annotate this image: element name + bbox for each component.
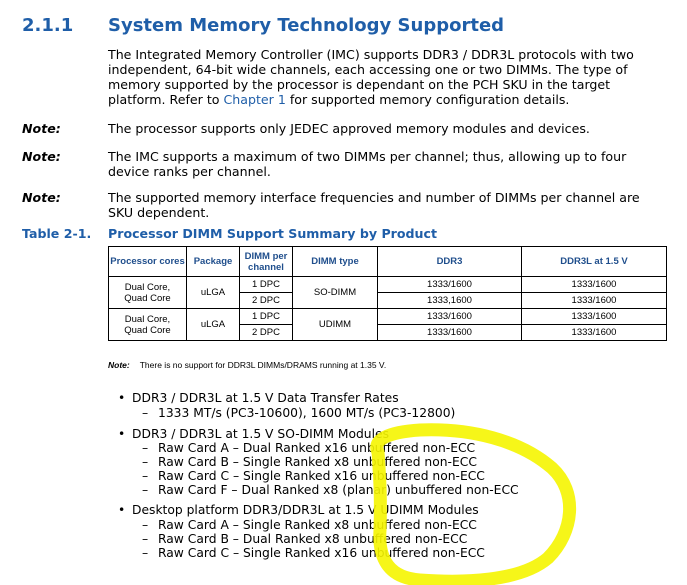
cores-line: Quad Core [124,324,171,336]
table-note-label: Note: [108,360,130,370]
cell-dimm-type: UDIMM [293,309,378,341]
intro-line: The Integrated Memory Controller (IMC) supports DDR3 / DDR3L protocols with two [108,47,634,62]
cell-dpc: 1 DPC [240,309,293,325]
cell-ddr3: 1333,1600 [378,293,522,309]
intro-paragraph [108,47,668,107]
cores-line: Dual Core, [124,313,171,325]
cell-dpc: 1 DPC [240,277,293,293]
intro-line: memory supported by the processor is dependant on the PCH SKU in the target [108,77,611,92]
note-line: The IMC supports a maximum of two DIMMs per channel; thus, allowing up to four [108,149,627,164]
note-line: The supported memory interface frequencies and number of DIMMs per channel are [108,190,640,205]
note-line: SKU dependent. [108,205,210,220]
cell-package: uLGA [187,277,240,309]
dimm-support-table [108,246,667,341]
note-label: Note: [22,121,61,136]
table-header-row [109,247,667,277]
cell-dpc: 2 DPC [240,325,293,341]
note-line: The processor supports only JEDEC approved memory modules and devices. [108,121,590,136]
note-text [108,121,668,136]
cell-cores [109,277,187,309]
note-text [108,149,668,179]
section-title: System Memory Technology Supported [108,15,505,36]
list-subitem: – 1333 MT/s (PC3-10600), 1600 MT/s (PC3-12800) [158,406,455,420]
note-label: Note: [22,149,61,164]
chapter-1-link[interactable]: Chapter 1 [223,92,286,107]
header-processor-cores: Processor cores [109,247,187,277]
note-label: Note: [22,190,61,205]
table-row [109,309,667,325]
cell-ddr3l: 1333/1600 [522,325,667,341]
header-ddr3l: DDR3L at 1.5 V [522,247,667,277]
intro-last-prefix: platform. Refer to [108,92,224,107]
list-item: • Desktop platform DDR3/DDR3L at 1.5 V UDIMM Modules [132,503,479,517]
intro-last-suffix: for supported memory configuration details. [285,92,570,107]
list-item: • DDR3 / DDR3L at 1.5 V SO-DIMM Modules [132,427,389,441]
cell-ddr3l: 1333/1600 [522,293,667,309]
list-subitem: – Raw Card B – Dual Ranked x8 unbuffered non-ECC [158,532,467,546]
list-subitem: – Raw Card C – Single Ranked x16 unbuffered non-ECC [158,469,485,483]
cell-ddr3l: 1333/1600 [522,277,667,293]
table-note [108,360,386,370]
table-label: Table 2-1. [22,226,92,241]
note-text [108,190,668,220]
header-ddr3: DDR3 [378,247,522,277]
list-subitem: – Raw Card C – Single Ranked x16 unbuffered non-ECC [158,546,485,560]
table-title: Processor DIMM Support Summary by Product [108,226,438,241]
cell-dpc: 2 DPC [240,293,293,309]
section-number: 2.1.1 [22,15,74,36]
cores-line: Quad Core [124,292,171,304]
header-dimm-type: DIMM type [293,247,378,277]
header-dimm-per-channel: DIMM per channel [240,247,293,277]
cell-ddr3: 1333/1600 [378,325,522,341]
cell-package: uLGA [187,309,240,341]
table-row [109,277,667,293]
note-line: device ranks per channel. [108,164,271,179]
list-item: • DDR3 / DDR3L at 1.5 V Data Transfer Rates [132,391,399,405]
cell-cores [109,309,187,341]
table-note-text: There is no support for DDR3L DIMMs/DRAMS running at 1.35 V. [139,360,387,370]
header-package: Package [187,247,240,277]
intro-line: independent, 64-bit wide channels, each accessing one or two DIMMs. The type of [108,62,628,77]
list-subitem: – Raw Card B – Single Ranked x8 unbuffered non-ECC [158,455,477,469]
cell-ddr3l: 1333/1600 [522,309,667,325]
list-subitem: – Raw Card A – Dual Ranked x16 unbuffered non-ECC [158,441,475,455]
list-subitem: – Raw Card F – Dual Ranked x8 (planar) unbuffered non-ECC [158,483,519,497]
cell-ddr3: 1333/1600 [378,277,522,293]
cores-line: Dual Core, [124,281,171,293]
cell-dimm-type: SO-DIMM [293,277,378,309]
intro-line [108,92,668,107]
list-subitem: – Raw Card A – Single Ranked x8 unbuffered non-ECC [158,518,477,532]
cell-ddr3: 1333/1600 [378,309,522,325]
